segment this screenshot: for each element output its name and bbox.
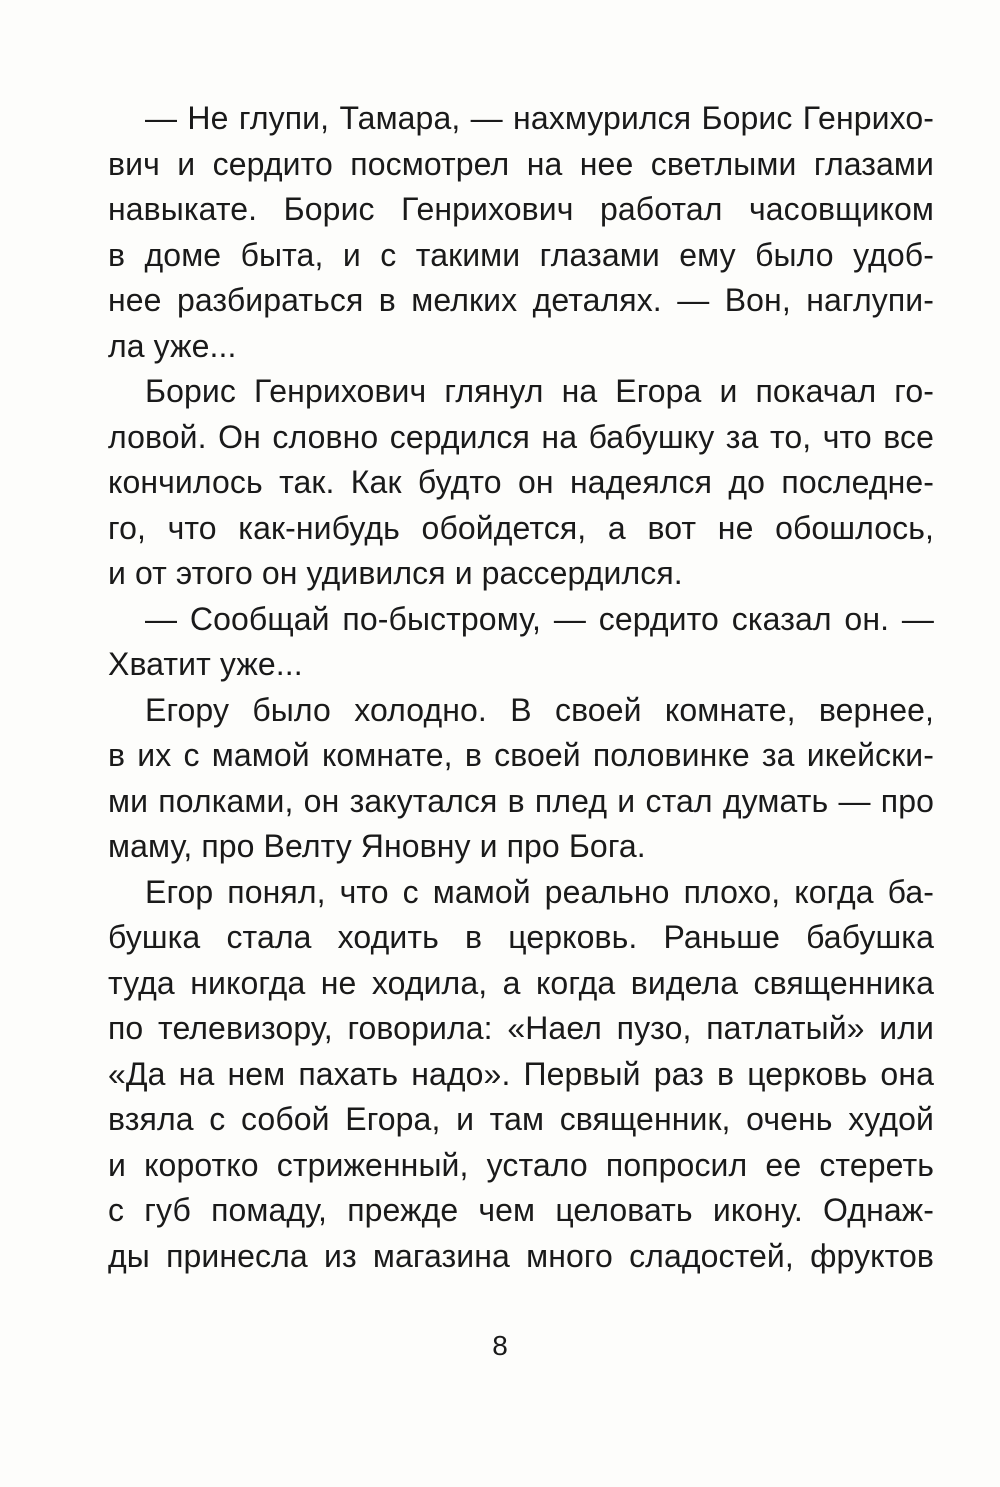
text-line: маму, про Велту Яновну и про Бога. <box>108 828 646 864</box>
text-line: «Да на нем пахать надо». Первый раз в церковь она <box>108 1055 934 1092</box>
text-line: в доме быта, и с такими глазами ему было удоб- <box>108 236 934 273</box>
text-line: — Не глупи, Тамара, — нахмурился Борис Генрихо- <box>145 100 934 136</box>
text-line: и от этого он удивился и рассердился. <box>108 555 683 591</box>
body-text <box>108 96 934 1279</box>
text-line: го, что как-нибудь обойдется, а вот не обошлось, <box>108 509 934 546</box>
text-line: Хватит уже... <box>108 646 303 682</box>
text-line: Егору было холодно. В своей комнате, вернее, <box>145 691 934 728</box>
text-line: в их с мамой комнате, в своей половинке за икейски- <box>108 737 934 773</box>
text-line: ми полками, он закутался в плед и стал думать — про <box>108 782 934 819</box>
text-line: бушка стала ходить в церковь. Раньше бабушка <box>108 919 934 955</box>
text-line: по телевизору, говорила: «Наел пузо, патлатый» или <box>108 1010 934 1046</box>
text-line: кончилось так. Как будто он надеялся до последне- <box>108 464 934 500</box>
text-line: с губ помаду, прежде чем целовать икону. Однаж- <box>108 1192 934 1228</box>
text-line: туда никогда не ходила, а когда видела священника <box>108 964 934 1001</box>
text-line: ла уже... <box>108 327 237 364</box>
text-line: Егор понял, что с мамой реально плохо, когда ба- <box>145 873 934 910</box>
page-number: 8 <box>492 1330 508 1361</box>
text-line: нее разбираться в мелких деталях. — Вон, наглупи- <box>108 282 934 318</box>
text-line: вич и сердито посмотрел на нее светлыми глазами <box>108 145 934 182</box>
text-line: — Сообщай по-быстрому, — сердито сказал он. — <box>145 600 934 637</box>
text-line: навыкате. Борис Генрихович работал часовщиком <box>108 191 934 227</box>
text-line: взяла с собой Егора, и там священник, очень худой <box>108 1101 934 1137</box>
text-line: и коротко стриженный, устало попросил ее стереть <box>108 1146 934 1183</box>
text-line: ловой. Он словно сердился на бабушку за то, что все <box>108 418 934 455</box>
text-line: ды принесла из магазина много сладостей, фруктов <box>108 1237 934 1274</box>
text-line: Борис Генрихович глянул на Егора и покачал го- <box>145 373 934 409</box>
